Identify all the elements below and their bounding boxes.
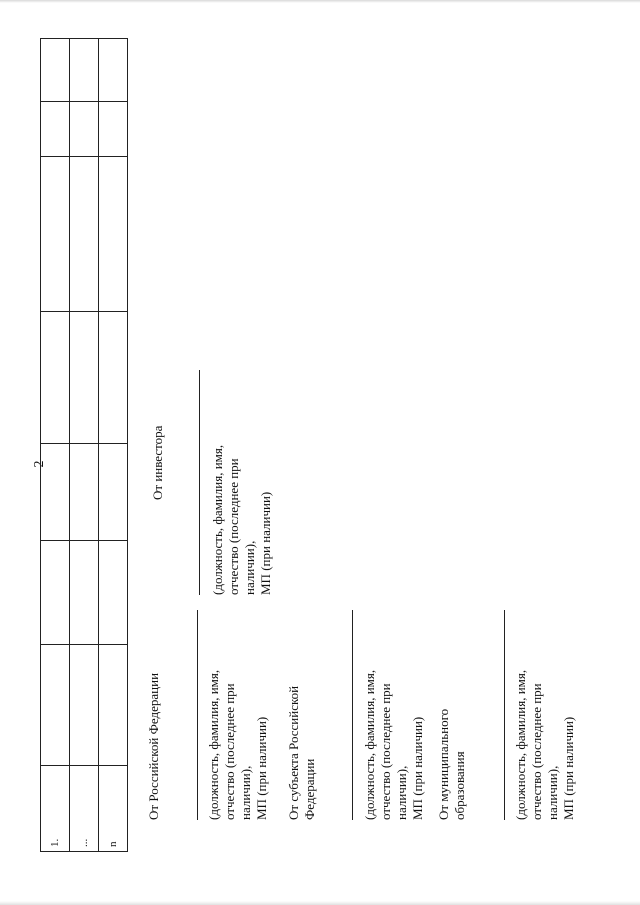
table-cell — [99, 645, 128, 766]
page-number: 2 — [32, 460, 47, 468]
table-cell — [99, 444, 128, 541]
row-number: 1. — [41, 766, 70, 852]
subject-heading: От субъекта Российской Федерации — [286, 685, 317, 820]
table-cell — [99, 102, 128, 157]
investor-heading: От инвестора — [150, 425, 165, 500]
table-cell — [70, 157, 99, 312]
row-number: n — [99, 766, 128, 852]
federation-signature-line — [197, 610, 198, 820]
investor-note: (должность, фамилия, имя, отчество (последнее при наличии), МП (при наличии) — [210, 444, 273, 595]
municipal-note: (должность, фамилия, имя, отчество (последнее при наличии), МП (при наличии) — [513, 669, 576, 820]
table-cell — [70, 645, 99, 766]
subject-note: (должность, фамилия, имя, отчество (последнее при наличии), МП (при наличии) — [362, 669, 425, 820]
table-cell — [99, 541, 128, 645]
investor-signature-line — [199, 370, 200, 595]
table-row — [41, 39, 70, 852]
table-cell — [99, 312, 128, 444]
subject-signature-line — [352, 610, 353, 820]
table-cell — [41, 541, 70, 645]
table-cell — [70, 312, 99, 444]
table-cell — [70, 541, 99, 645]
table-cell — [70, 102, 99, 157]
table-cell — [41, 39, 70, 102]
table-cell — [99, 39, 128, 102]
municipal-signature-line — [504, 610, 505, 820]
table-cell — [41, 157, 70, 312]
row-number: ... — [70, 766, 99, 852]
table-cell — [99, 157, 128, 312]
table-cell — [70, 444, 99, 541]
federation-note: (должность, фамилия, имя, отчество (последнее при наличии), МП (при наличии) — [206, 669, 269, 820]
table-cell — [41, 312, 70, 444]
table-row — [99, 39, 128, 852]
municipal-heading: От муниципального образования — [436, 708, 467, 820]
federation-heading: От Российской Федерации — [146, 672, 161, 820]
table-cell — [41, 444, 70, 541]
table-cell — [41, 102, 70, 157]
table-cell — [41, 645, 70, 766]
data-table — [40, 38, 128, 852]
table-cell — [70, 39, 99, 102]
table-row — [70, 39, 99, 852]
